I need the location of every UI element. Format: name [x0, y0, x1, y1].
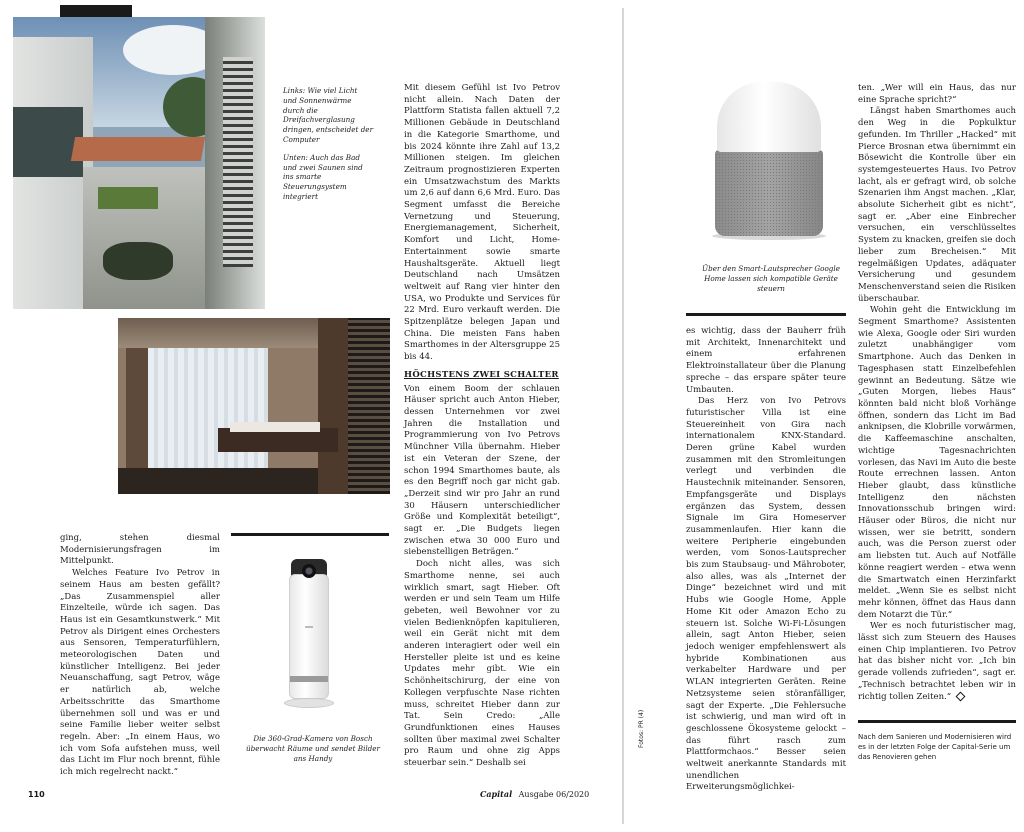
- right-page-column-1: [686, 326, 846, 796]
- left-page-column-3: [404, 83, 560, 783]
- page-number-left: 110: [28, 790, 45, 799]
- camera-top-rule: [231, 533, 389, 536]
- exterior-captions: [283, 86, 373, 210]
- final-paragraph-text: Wer es noch futuristischer mag, lässt sich zum Steuern des Hauses einen Chip implantieren. Ivo Petrov hat das bisher nicht vor. „Ich bin gerade vollends zufrieden“, sagt er. „Technisch betrachtet leben wir in richtig tollen Zeiten.“: [858, 621, 1016, 702]
- article-paragraph: Von einem Boom der schlauen Häuser spricht auch Anton Hieber, dessen Unternehmen vor zwei Jahren die Installation und Programmierung von Ivo Petrovs Münchner Villa übernahm. Hieber ist ein Veteran der Szene, der schon 1994 Smarthomes baute, als es den Begriff noch gar nicht gab. „Derzeit sind wir pro Jahr an rund 30 Häusern unterschiedlicher Größe und Komplexität beteiligt“, sagt er. „Die Budgets liegen zwischen etwa 30 000 Euro und siebenstelligen Beträgen.“: [404, 383, 560, 558]
- photo-credit: Fotos: PR (4): [638, 709, 645, 748]
- caption-exterior-2: Unten: Auch das Bad und zwei Saunen sind ins smarte Steuerungsystem integriert: [283, 152, 363, 201]
- caption-camera: Die 360-Grad-Kamera von Bosch überwacht Räume und sendet Bilder ans Handy: [246, 734, 380, 763]
- article-paragraph: es wichtig, dass der Bauherr früh mit Architekt, Innenarchitekt und einem erfahrenen Elektroinstallateur über die Planung spreche – das erspare später teure Umbauten.: [686, 326, 846, 395]
- camera-logo: [305, 626, 313, 628]
- footer-issue: Ausgabe 06/2020: [518, 790, 590, 799]
- subhead: HÖCHSTENS ZWEI SCHALTER: [404, 369, 559, 380]
- villa-exterior-photo: [13, 17, 265, 309]
- top-tab-bar: [60, 5, 132, 17]
- footer-brand: Capital: [480, 789, 513, 799]
- footer-brand-line: [480, 789, 589, 799]
- camera-base: [284, 698, 334, 708]
- camera-lens: [302, 564, 316, 578]
- article-paragraph: Doch nicht alles, was sich Smarthome nenne, sei auch wirklich smart, sagt Hieber. Oft werden er und sein Team um Hilfe gebeten, weil Bewohner vor zu vielen Bedienknöpfen kapitulieren, weil ein Gerät nicht mit dem anderen interagiert oder weil ein Hersteller pleite ist und es keine Updates mehr gibt. Wie ein Schönheitschirurg, der eine von Kollegen verpfuschte Nase richten muss, schreitet Hieber dann zur Tat. Sein Credo: „Alle Grundfunktionen eines Hauses sollten über maximal zwei Schalter pro Raum und ohne zig Apps steuerbar sein.“ Deshalb sei: [404, 559, 560, 769]
- article-paragraph: ging, stehen diesmal Modernisierungsfragen im Mittelpunkt.: [60, 533, 220, 567]
- article-paragraph: Mit diesem Gefühl ist Ivo Petrov nicht allein. Nach Daten der Plattform Statista fallen aktuell 7,2 Millionen Gebäude in Deutschland in die Kategorie Smarthome, und bis 2024 könnte ihre Zahl auf 13,2 Millionen steigen. Im gleichen Zeitraum prognostizieren Experten ein Umsatzwachstum des Markts um 2,6 auf dann 6,6 Mrd. Euro. Das Segment umfasst die Bereiche Vernetzung und Steuerung, Energiemanagement, Sicherheit, Komfort und Licht, Home-Entertainment sowie smarte Haushaltsgeräte. Aktuell liegt Deutschland nach Umsätzen weltweit auf Rang vier hinter den USA, wo Produkte und Services für 22 Mrd. Euro verkauft werden. Die Spitzenplätze belegen Japan und China. Die meisten Fans haben Smarthomes in der Altersgruppe 25 bis 44.: [404, 83, 560, 363]
- end-diamond-icon: [956, 691, 966, 701]
- camera-stripe: [290, 676, 328, 682]
- left-page-column-1: [60, 533, 220, 778]
- speaker-top: [717, 82, 821, 152]
- article-paragraph: Wohin geht die Entwicklung im Segment Smarthome? Assistenten wie Alexa, Google oder Siri wurden zuletzt unabhängiger vom Smartphone. Auch das Denken in Tagesphasen statt Einzelbefehlen gewinnt an Bedeutung. Sätze wie „Guten Morgen, liebes Haus“ könnten bald nicht bloß Vorhänge öffnen, sondern das Licht im Bad anknipsen, die Klobrille vorwärmen, die Kaffeemaschine anschalten, wichtige Tagesnachrichten vorlesen, das Navi im Auto die beste Route errechnen lassen. Anton Hieber glaubt, dass künstliche Intelligenz den nächsten Innovationsschub bringen wird: Häuser oder Büros, die nicht nur wissen, wer sie betritt, sondern auch, was die Person zuerst oder am liebsten tut. Auch auf Notfälle könne reagiert werden – etwa wenn die Smartwatch einen Herzinfarkt meldet. „Wenn Sie es selbst nicht mehr können, öffnet das Haus dann dem Notarzt die Tür.“: [858, 305, 1016, 620]
- caption-exterior-1: Links: Wie viel Licht und Sonnenwärme durch die Dreifachverglasung dringen, entscheidet der Computer: [283, 86, 374, 144]
- article-paragraph: Das Herz von Ivo Petrovs futuristischer Villa ist eine Steuereinheit von Gira nach internationalem KNX-Standard. Deren grüne Kabel wurden zusammen mit den Stromleitungen verlegt und verbinden die Haustechnik miteinander. Sensoren, Empfangsgeräte und Displays ergänzen das System, dessen Signale im Gira Homeserver zusammenlaufen. Hier kann die weitere Peripherie eingebunden werden, vom Sonos-Lautsprecher bis zum Staubsaug- und Mähroboter, also alles, was als „Internet der Dinge“ bezeichnet wird und mit Hubs wie Google Home, Apple Home Kit oder Amazon Echo zu steuern ist. Solche Wi-Fi-Lösungen allein, sagt Anton Hieber, seien jedoch weniger empfehlenswert als hybride Kombinationen aus verkabelter Hardware und per WLAN integrierten Geräten. Reine Netzsysteme seien störanfälliger, sagt der Experte. „Die Fehlersuche ist schwierig, und man wird oft in geschlossene Ökosysteme gelockt – das führt rasch zum Plattformchaos.“ Besser seien weltweit anerkannte Standards mit unendlichen Erweiterungsmöglichkei-: [686, 396, 846, 793]
- footnote: Nach dem Sanieren und Modernisieren wird es in der letzten Folge der Capital-Serie um das Renovieren gehen: [858, 733, 1012, 761]
- article-paragraph: Welches Feature Ivo Petrov in seinem Haus am besten gefällt? „Das Zusammenspiel aller Einzelteile, würde ich sagen. Das Haus ist ein Gesamtkunstwerk.“ Mit Petrov als Dirigent eines Orchesters aus Sensoren, Temperaturfühlern, meteorologischen Daten und künstlicher Intelligenz. Bei jeder Neuanschaffung, sagt Petrov, wäge er natürlich ab, welche Arbeitsschritte das Smarthome übernehmen soll und was er und seine Familie lieber weiter selbst regeln. Aber: „In einem Haus, wo ich vom Sofa aufstehen muss, weil das Licht im Flur noch brennt, fühle ich mich regelrecht nackt.“: [60, 568, 220, 778]
- footnote-top-rule: [858, 720, 1016, 723]
- article-paragraph: ten. „Wer will ein Haus, das nur eine Sprache spricht?“: [858, 83, 1016, 105]
- caption-speaker: Über den Smart-Lautsprecher Google Home lassen sich kompatible Geräte steuern: [702, 264, 840, 293]
- bathroom-photo: [118, 318, 390, 494]
- article-paragraph: [858, 621, 1016, 703]
- right-col1-top-rule: [686, 313, 846, 316]
- right-page-column-2: [858, 83, 1016, 708]
- article-paragraph: Längst haben Smarthomes auch den Weg in die Popkulktur gefunden. Im Thriller „Hacked“ mit Pierce Brosnan etwa übernimmt ein Bösewicht die Kontrolle über ein systemgesteuertes Haus. Ivo Petrov lacht, als er gefragt wird, ob solche Szenarien ihm Angst machen. „Klar, absolute Sicherheit gibt es nicht“, sagt er. „Aber eine Einbrecher versuchen, ein verschlüsseltes System zu knacken, greifen sie doch lieber zum Brecheisen.“ Mit regelmäßigen Updates, adäquater Versicherung und gesundem Menschenverstand seien die Risiken überschaubar.: [858, 106, 1016, 304]
- speaker-fabric-base: [715, 150, 823, 236]
